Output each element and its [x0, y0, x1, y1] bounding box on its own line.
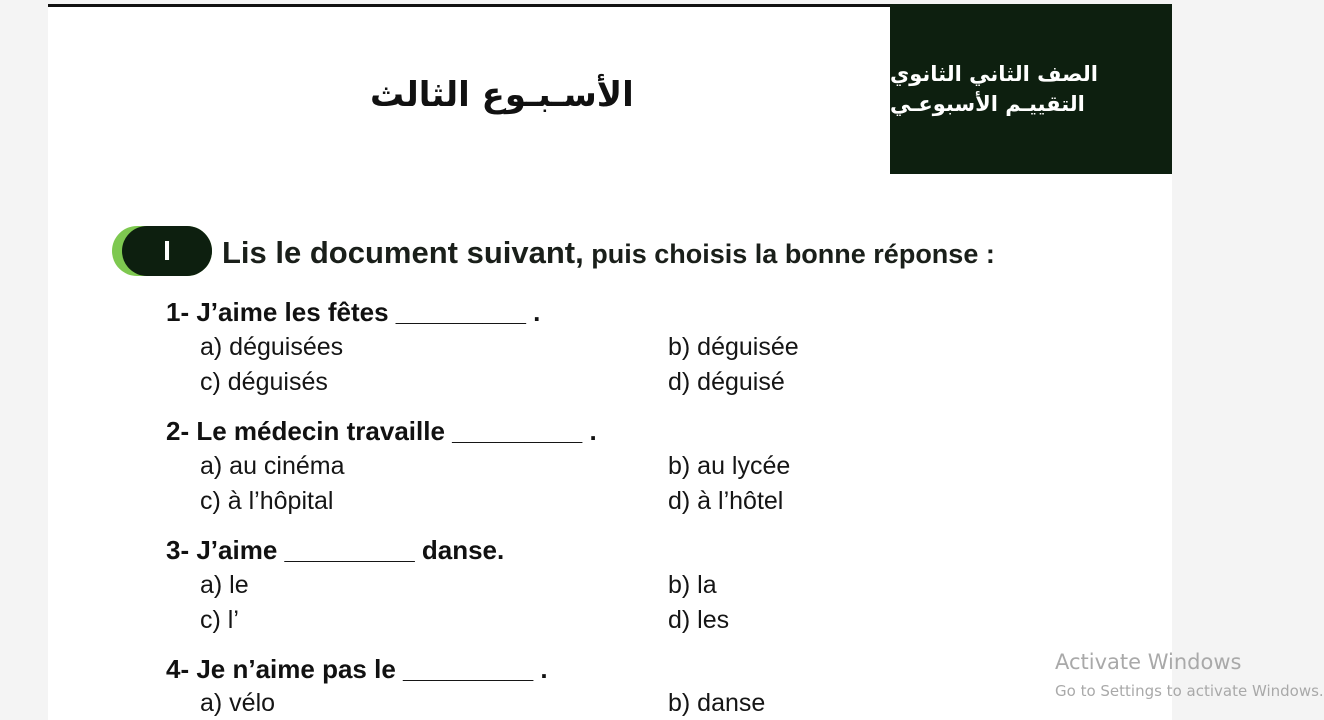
option-1d: d) déguisé — [668, 368, 785, 396]
option-2c: c) à l’hôpital — [200, 487, 334, 515]
option-3d: d) les — [668, 606, 730, 634]
question-4: 4- Je n’aime pas le _________ . — [166, 654, 548, 684]
worksheet-page — [48, 4, 1172, 720]
option-2a: a) au cinéma — [200, 452, 345, 480]
option-4a: a) vélo — [200, 689, 276, 717]
section-number-badge: I — [122, 226, 212, 276]
option-4b: b) danse — [668, 689, 766, 717]
activate-windows-title: Activate Windows — [1055, 650, 1242, 674]
section-instruction — [222, 235, 995, 271]
week-title: الأسـبـوع الثالث — [370, 75, 634, 115]
option-3a: a) le — [200, 571, 249, 599]
instruction-rest: puis choisis la bonne réponse : — [583, 239, 995, 269]
assessment-label: التقييـم الأسبوعـي — [890, 92, 1085, 116]
option-1c: c) déguisés — [200, 368, 328, 396]
option-2b: b) au lycée — [668, 452, 791, 480]
instruction-main: Lis le document suivant, — [222, 235, 584, 270]
question-1: 1- J’aime les fêtes _________ . — [166, 297, 541, 327]
activate-windows-subtitle: Go to Settings to activate Windows. — [1055, 682, 1324, 700]
question-3: 3- J’aime _________ danse. — [166, 535, 505, 565]
header-box — [890, 4, 1172, 174]
option-2d: d) à l’hôtel — [668, 487, 784, 515]
question-2: 2- Le médecin travaille _________ . — [166, 416, 597, 446]
option-3c: c) l’ — [200, 606, 239, 634]
option-1a: a) déguisées — [200, 333, 344, 361]
grade-label: الصف الثاني الثانوي — [890, 62, 1098, 86]
option-1b: b) déguisée — [668, 333, 799, 361]
option-3b: b) la — [668, 571, 717, 599]
